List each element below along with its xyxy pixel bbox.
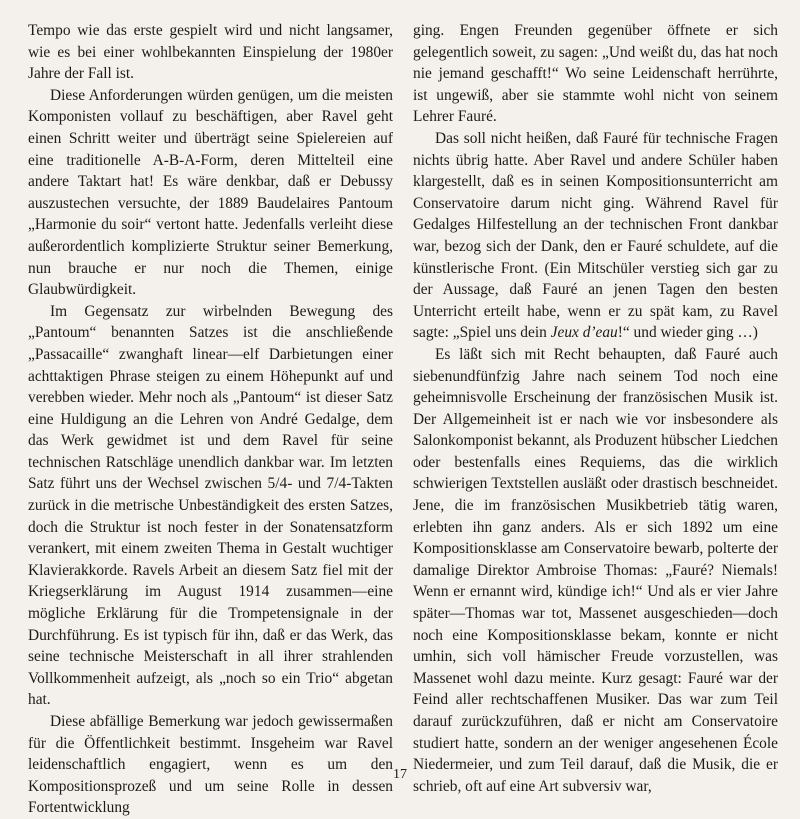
paragraph-text: !“ und wieder ging …) — [617, 324, 758, 342]
paragraph: ging. Engen Freunden gegenüber öffnete er sich gelegentlich soweit, zu sagen: „Und weißt du, das hat noch nie jemand geschafft!“ Wo seine Leidenschaft herrührte, ist ungewiß, aber sie stammte wohl nicht von seinem Lehrer Fauré. — [413, 22, 778, 126]
paragraph: Tempo wie das erste gespielt wird und nicht langsamer, wie es bei einer wohlbekannten Einspielung der 1980er Jahre der Fall ist. — [28, 22, 393, 83]
paragraph: Es läßt sich mit Recht behaupten, daß Fauré auch siebenundfünfzig Jahre nach seinem Tod noch eine geheimnisvolle Erscheinung der französischen Musik ist. Der Allgemeinheit ist er nach wie vor insbesondere als Salonkomponist bekannt, als Produzent hübscher Liedchen oder bestenfalls eines Requiems, das die wirklich schwierigen Textstellen ausläßt oder drastisch beschneidet. Jene, die im französischen Musikbetrieb tätig waren, erlebten ihn ganz anders. Als er sich 1892 um eine Kompositionsklasse am Conservatoire bewarb, polterte der damalige Direktor Ambroise Thomas: „Fauré? Niemals! Wenn er ernannt wird, kündige ich!“ Und als er vier Jahre später—Thomas war tot, Massenet ausgeschieden—doch noch eine Kompositionsklasse bekam, konnte er nicht umhin, sich voll hämischer Freude vorzustellen, was Massenet wohl dazu meinte. Kurz gesagt: Fauré war der Feind aller rechtschaffenen Musiker. Das war zum Teil darauf zurückzuführen, daß er nicht am Conservatoire studiert hatte, sondern an der weniger angesehenen École Niedermeier, und zum Teil darauf, daß die Musik, die er schrieb, oft auf eine Art subversiv war, — [413, 345, 778, 795]
right-column — [413, 20, 778, 797]
paragraph: Diese Anforderungen würden genügen, um die meisten Komponisten vollauf zu beschäftigen, aber Ravel geht einen Schritt weiter und überträgt seine Spielereien auf eine traditionelle A-B-A-Form, deren Mittelteil eine andere Taktart hat! Es wäre denkbar, daß er Debussy auszustechen versuchte, der 1889 Baudelaires Pantoum „Harmonie du soir“ vertont hatte. Jedenfalls verleiht diese außerordentlich komplizierte Struktur seiner Bemerkung, nun brauche er nur noch die Themen, einige Glaubwürdigkeit. — [28, 86, 393, 299]
paragraph — [413, 128, 778, 344]
left-column — [28, 20, 393, 819]
paragraph-text: Das soll nicht heißen, daß Fauré für technische Fragen nichts übrig hatte. Aber Ravel und andere Schüler haben klargestellt, daß es in seinen Kompositionsunterricht am Conservatoire darum nicht ging. Während Ravel für Gedalges Hilfestellung an der technischen Front dankbar war, bezog sich der Dank, den er Fauré schuldete, auf die künstlerische Front. (Ein Mitschüler verstieg sich gar zu der Aussage, daß Fauré an jenen Tagen den besten Unterricht erteilt habe, wenn er zu spät kam, zu Ravel sagte: „Spiel uns dein — [413, 129, 778, 342]
italic-title: Jeux d’eau — [550, 324, 618, 342]
paragraph: Diese abfällige Bemerkung war jedoch gewissermaßen für die Öffentlichkeit bestimmt. Insgeheim war Ravel leidenschaftlich engagiert, wenn es um den Kompositionsprozeß und um seine Rolle in dessen Fortentwicklung — [28, 713, 393, 817]
paragraph: Im Gegensatz zur wirbelnden Bewegung des „Pantoum“ benannten Satzes ist die anschließende „Passacaille“ zwanghaft linear—elf Darbietungen einer achttaktigen Phrase steigen zu einem Höhepunkt auf und verebben wieder. Mehr noch als „Pantoum“ ist dieser Satz eine Huldigung an die Lehren von André Gedalge, dem das Werk gewidmet ist und dem Ravel für seine technischen Ratschläge unendlich dankbar war. Im letzten Satz führt uns der Wechsel zwischen 5/4- und 7/4-Takten zurück in die metrische Unbeständigkeit des ersten Satzes, doch die Struktur ist noch fester in der Sonatensatzform verankert, mit einem zweiten Thema in Gestalt wuchtiger Klavierakkorde. Ravels Arbeit an diesem Satz fiel mit der Kriegserklärung im August 1914 zusammen—eine mögliche Erklärung für die Trompetensignale in der Durchführung. Es ist typisch für ihn, daß er das Werk, das seine technische Meisterschaft in all ihrer strahlenden Vollkommenheit aufzeigt, als „noch so ein Trio“ abgetan hat. — [28, 302, 393, 709]
page-number: 17 — [393, 767, 407, 782]
